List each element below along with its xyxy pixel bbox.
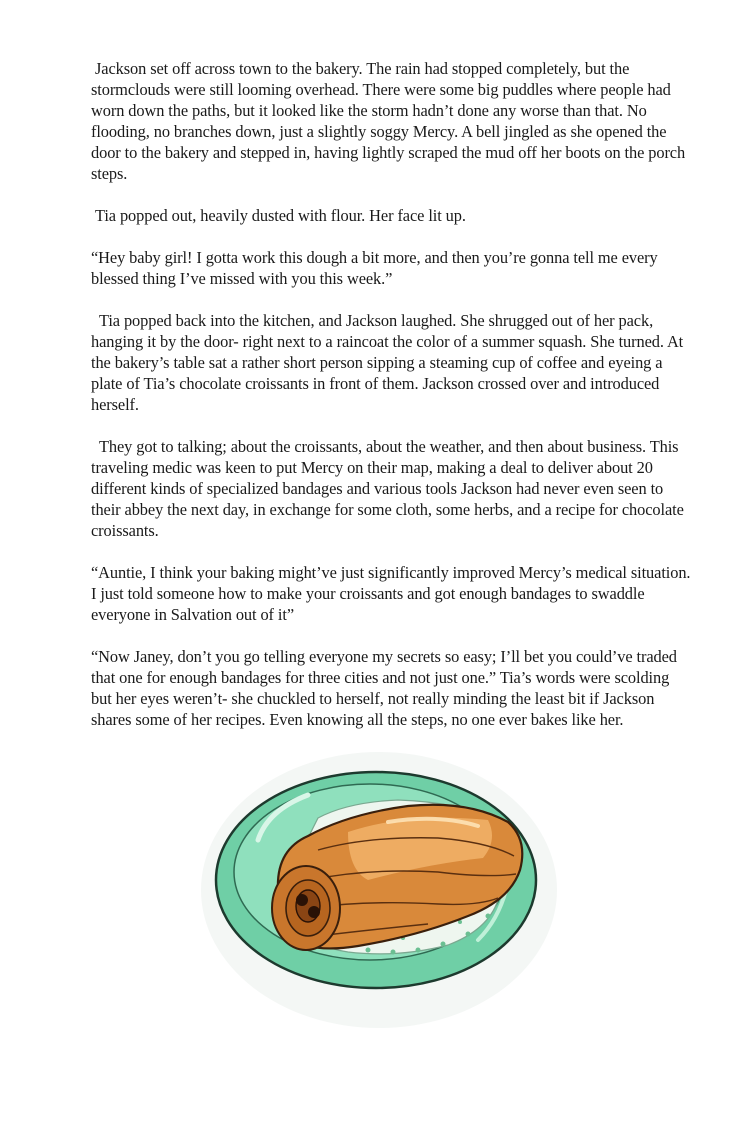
paragraph: “Now Janey, don’t you go telling everyone my secrets so easy; I’ll bet you could’ve traded that one for enough bandages for three cities and not just one.” Tia’s words were scolding but her eyes weren’t- she chuckled to herself, not really minding the least bit if Jackson shares some of her recipes. Even knowing all the steps, no one ever bakes like her. <box>91 647 677 729</box>
croissant-on-plate-icon <box>198 740 560 1040</box>
paragraph: They got to talking; about the croissants, about the weather, and then about business. This traveling medic was keen to put Mercy on their map, making a deal to deliver about 20 different kinds of specialized bandages and various tools Jackson had never even seen to their abbey the next day, in exchange for some cloth, some herbs, and a recipe for chocolate croissants. <box>91 437 684 540</box>
paragraph: Tia popped back into the kitchen, and Jackson laughed. She shrugged out of her pack, hanging it by the door- right next to a raincoat the color of a summer squash. She turned. At the bakery’s table sat a rather short person sipping a steaming cup of coffee and eyeing a plate of Tia’s chocolate croissants in front of them. Jackson crossed over and introduced herself. <box>91 311 684 414</box>
paragraph: Tia popped out, heavily dusted with flour. Her face lit up. <box>95 206 466 225</box>
paragraph: Jackson set off across town to the bakery. The rain had stopped completely, but the stormclouds were still looming overhead. There were some big puddles where people had worn down the paths, but it looked like the storm hadn’t done any worse than that. No flooding, no branches down, just a slightly soggy Mercy. A bell jingled as she opened the door to the bakery and stepped in, having lightly scraped the mud off her boots on the porch steps. <box>91 59 686 183</box>
story-text <box>91 58 691 751</box>
paragraph: “Hey baby girl! I gotta work this dough a bit more, and then you’re gonna tell me every blessed thing I’ve missed with you this week.” <box>91 248 658 288</box>
paragraph: “Auntie, I think your baking might’ve just significantly improved Mercy’s medical situation. I just told someone how to make your croissants and got enough bandages to swaddle everyone in Salvation out of it” <box>91 563 691 624</box>
